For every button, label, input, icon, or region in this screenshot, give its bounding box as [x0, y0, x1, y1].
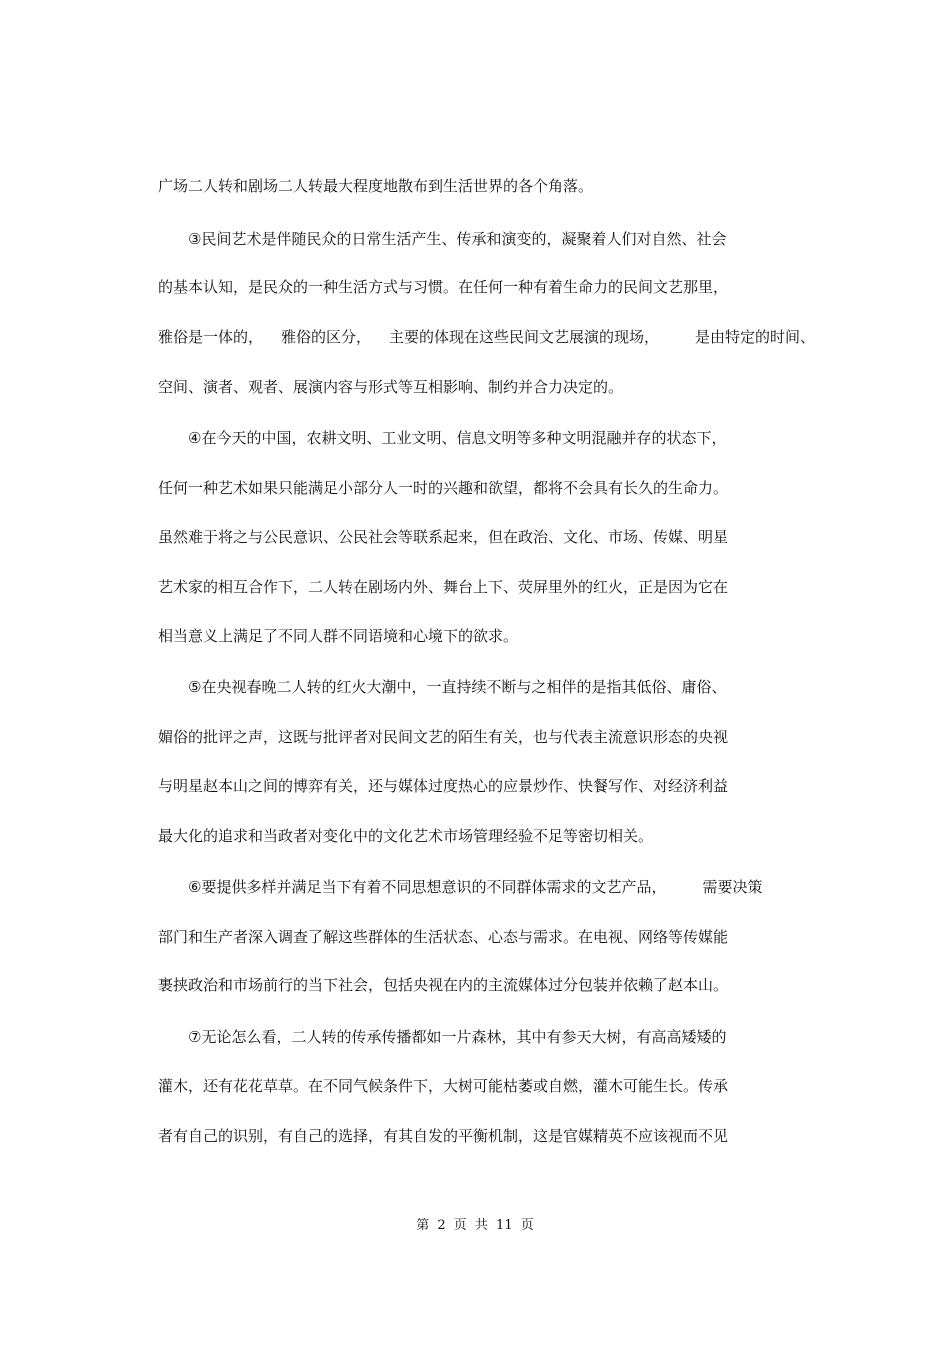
text-line: 与明星赵本山之间的博弈有关，还与媒体过度热心的应景炒作、快餐写作、对经济利益: [158, 777, 729, 795]
text-line: 裹挟政治和市场前行的当下社会，包括央视在内的主流媒体过分包装并依赖了赵本山。: [158, 976, 729, 994]
paragraph-4-start: ④在今天的中国，农耕文明、工业文明、信息文明等多种文明混融并存的状态下，: [188, 429, 727, 447]
text-segment: 需要决策: [702, 878, 763, 896]
text-line: 灌木，还有花花草草。在不同气候条件下，大树可能枯萎或自燃，灌木可能生长。传承: [158, 1077, 729, 1095]
text-line: 空间、演者、观者、展演内容与形式等互相影响、制约并合力决定的。: [158, 378, 624, 396]
text-segment: ⑥要提供多样并满足当下有着不同思想意识的不同群体需求的文艺产品，: [188, 878, 667, 896]
text-segment: 主要的体现在这些民间文艺展演的现场，: [389, 328, 660, 346]
text-line: 任何一种艺术如果只能满足小部分人一时的兴趣和欲望，都将不会具有长久的生命力。: [158, 479, 729, 497]
text-line: 相当意义上满足了不同人群不同语境和心境下的欲求。: [158, 627, 519, 645]
text-line: 的基本认知，是民众的一种生活方式与习惯。在任何一种有着生命力的民间文艺那里，: [158, 278, 729, 296]
text-line: 广场二人转和剧场二人转最大程度地散布到生活世界的各个角落。: [158, 177, 594, 195]
text-line: 最大化的追求和当政者对变化中的文化艺术市场管理经验不足等密切相关。: [158, 827, 654, 845]
text-line: 部门和生产者深入调查了解这些群体的生活状态、心态与需求。在电视、网络等传媒能: [158, 928, 729, 946]
paragraph-5-start: ⑤在央视春晚二人转的红火大潮中，一直持续不断与之相伴的是指其低俗、庸俗、: [188, 678, 727, 696]
text-segment: 雅俗是一体的，: [158, 328, 264, 346]
text-line: 者有自己的识别，有自己的选择，有其自发的平衡机制，这是官媒精英不应该视而不见: [158, 1127, 729, 1145]
text-line: [158, 327, 815, 347]
text-line: 媚俗的批评之声，这既与批评者对民间文艺的陌生有关，也与代表主流意识形态的央视: [158, 728, 729, 746]
text-segment: 雅俗的区分，: [281, 328, 372, 346]
paragraph-6-start: [188, 877, 762, 897]
page-number-footer: 第 2 页 共 11 页: [416, 1218, 534, 1233]
paragraph-7-start: ⑦无论怎么看，二人转的传承传播都如一片森林，其中有参天大树，有高高矮矮的: [188, 1028, 727, 1046]
text-line: 艺术家的相互合作下，二人转在剧场内外、舞台上下、荧屏里外的红火，正是因为它在: [158, 578, 729, 596]
text-segment: 是由特定的时间、: [695, 328, 816, 346]
paragraph-3-start: ③民间艺术是伴随民众的日常生活产生、传承和演变的，凝聚着人们对自然、社会: [188, 230, 727, 248]
text-line: 虽然难于将之与公民意识、公民社会等联系起来，但在政治、文化、市场、传媒、明星: [158, 528, 729, 546]
